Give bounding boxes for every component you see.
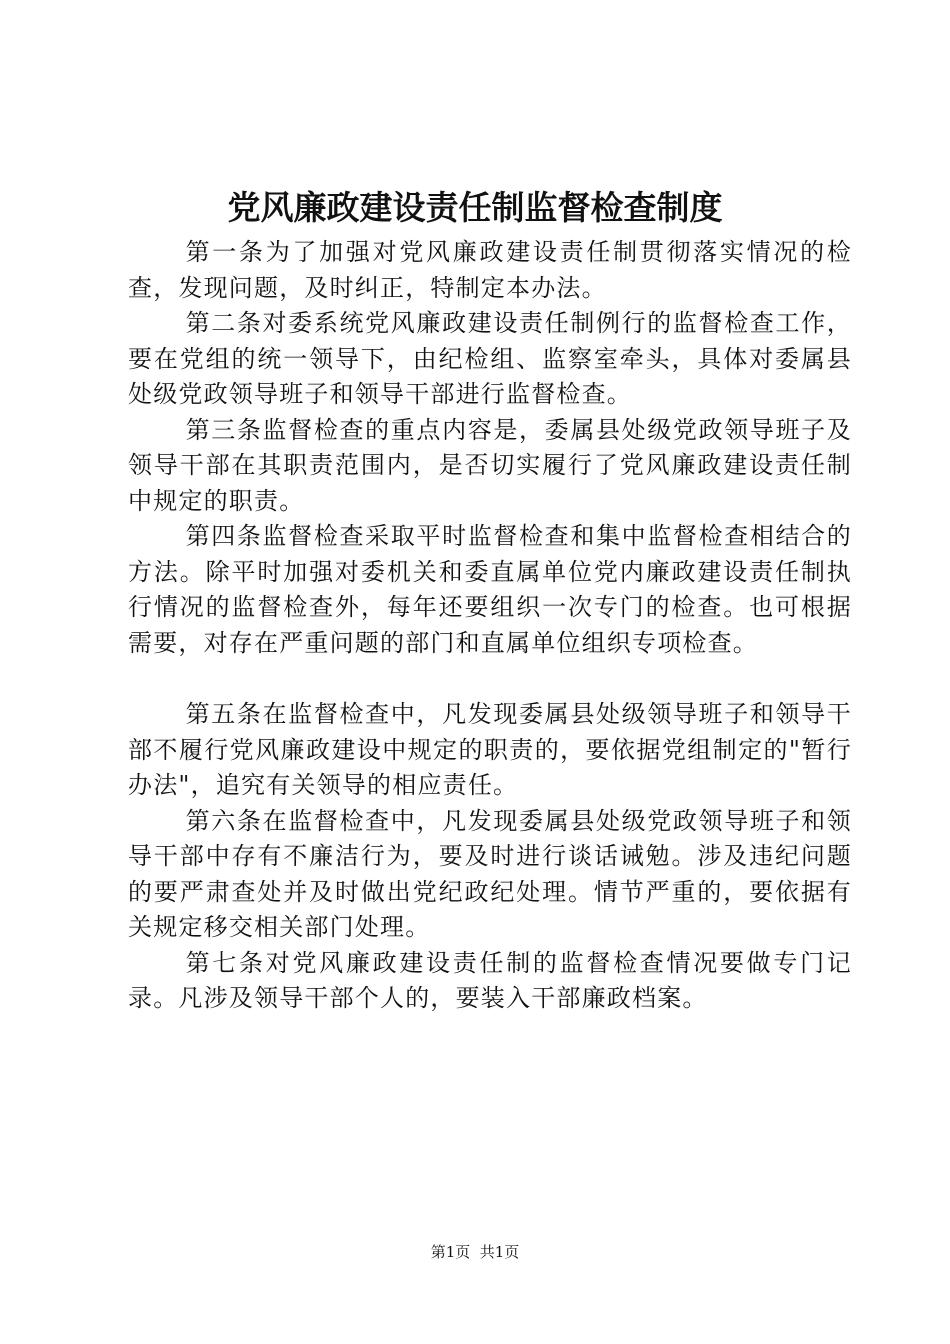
article-7: 第七条对党风廉政建设责任制的监督检查情况要做专门记录。凡涉及领导干部个人的，要装入干部廉政档案。 xyxy=(128,948,852,1012)
article-3: 第三条监督检查的重点内容是，委属县处级党政领导班子及领导干部在其职责范围内，是否切实履行了党风廉政建设责任制中规定的职责。 xyxy=(128,415,852,515)
page-footer xyxy=(0,1241,950,1263)
article-4: 第四条监督检查采取平时监督检查和集中监督检查相结合的方法。除平时加强对委机关和委直属单位党内廉政建设责任制执行情况的监督检查外，每年还要组织一次专门的检查。也可根据需要，对存在严重问题的部门和直属单位组织专项检查。 xyxy=(128,522,852,657)
page-number-label: 第1页 共1页 xyxy=(430,1243,520,1261)
document-title: 党风廉政建设责任制监督检查制度 xyxy=(227,188,723,227)
article-2: 第二条对委系统党风廉政建设责任制例行的监督检查工作，要在党组的统一领导下，由纪检组、监察室牵头，具体对委属县处级党政领导班子和领导干部进行监督检查。 xyxy=(128,309,852,408)
document-body xyxy=(128,235,852,1017)
article-6: 第六条在监督检查中，凡发现委属县处级党政领导班子和领导干部中存有不廉洁行为，要及时进行谈话诫勉。涉及违纪问题的要严肃查处并及时做出党纪政纪处理。情节严重的，要依据有关规定移交相关部门处理。 xyxy=(128,806,852,941)
article-5: 第五条在监督检查中，凡发现委属县处级领导班子和领导干部不履行党风廉政建设中规定的职责的，要依据党组制定的"暂行办法"，追究有关领导的相应责任。 xyxy=(128,700,852,799)
article-1: 第一条为了加强对党风廉政建设责任制贯彻落实情况的检查，发现问题，及时纠正，特制定本办法。 xyxy=(128,238,852,302)
